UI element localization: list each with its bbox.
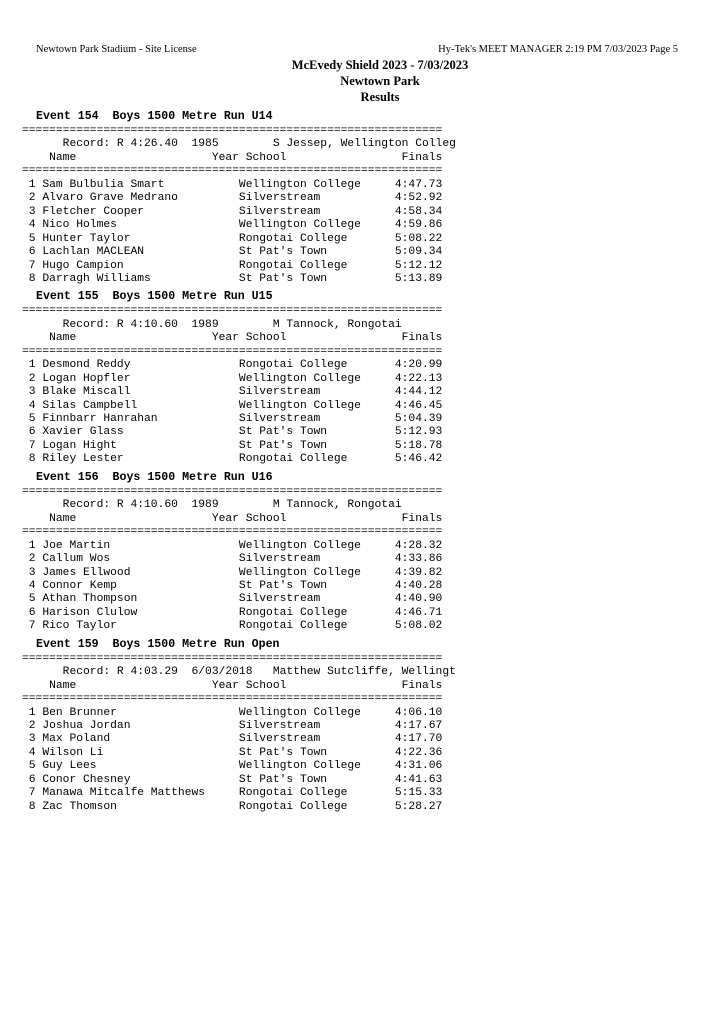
result-row: 4 Connor Kemp St Pat's Town 4:40.28 xyxy=(22,579,443,592)
result-row: 7 Logan Hight St Pat's Town 5:18.78 xyxy=(22,439,443,452)
record-line: Record: R 4:10.60 1989 M Tannock, Rongotai xyxy=(22,499,402,512)
result-row: 7 Rico Taylor Rongotai College 5:08.02 xyxy=(22,620,443,633)
separator-rule: ============================================================== xyxy=(22,125,443,137)
result-row: 2 Logan Hopfler Wellington College 4:22.13 xyxy=(22,372,443,385)
result-row: 7 Hugo Campion Rongotai College 5:12.12 xyxy=(22,259,443,272)
event-section xyxy=(22,288,462,466)
record-line: Record: R 4:26.40 1985 S Jessep, Wellington Colleg xyxy=(22,138,456,151)
column-header: Name Year School Finals xyxy=(22,512,443,525)
results-list xyxy=(22,108,462,816)
event-section xyxy=(22,469,462,634)
event-title: Event 159 Boys 1500 Metre Run Open xyxy=(36,637,280,651)
separator-rule: ============================================================== xyxy=(22,345,443,358)
meet-title: McEvedy Shield 2023 - 7/03/2023 xyxy=(291,58,469,72)
result-row: 8 Darragh Williams St Pat's Town 5:13.89 xyxy=(22,272,443,285)
result-row: 3 Blake Miscall Silverstream 4:44.12 xyxy=(22,386,443,399)
result-row: 8 Zac Thomson Rongotai College 5:28.27 xyxy=(22,800,443,813)
result-row: 4 Silas Campbell Wellington College 4:46.45 xyxy=(22,399,443,412)
result-row: 1 Joe Martin Wellington College 4:28.32 xyxy=(22,539,443,552)
venue-title: Newtown Park xyxy=(340,74,420,88)
record-line: Record: R 4:10.60 1989 M Tannock, Rongotai xyxy=(22,318,402,331)
result-row: 1 Desmond Reddy Rongotai College 4:20.99 xyxy=(22,359,443,372)
separator-rule: ============================================================== xyxy=(22,305,443,318)
result-row: 1 Ben Brunner Wellington College 4:06.10 xyxy=(22,706,443,719)
meet-manager-stamp: Hy-Tek's MEET MANAGER 2:19 PM 7/03/2023 Page 5 xyxy=(438,44,678,55)
separator-rule: ============================================================== xyxy=(22,485,443,498)
result-row: 4 Nico Holmes Wellington College 4:59.86 xyxy=(22,219,443,232)
result-row: 7 Manawa Mitcalfe Matthews Rongotai College 5:15.33 xyxy=(22,787,443,800)
separator-rule: ============================================================== xyxy=(22,693,443,706)
result-row: 3 James Ellwood Wellington College 4:39.82 xyxy=(22,566,443,579)
event-section xyxy=(22,108,462,286)
result-row: 2 Joshua Jordan Silverstream 4:17.67 xyxy=(22,720,443,732)
site-license-label: Newtown Park Stadium - Site License xyxy=(36,44,197,55)
event-title: Event 155 Boys 1500 Metre Run U15 xyxy=(36,290,273,304)
column-header: Name Year School Finals xyxy=(22,679,443,692)
record-line: Record: R 4:03.29 6/03/2018 Matthew Sutcliffe, Wellingt xyxy=(22,666,456,679)
event-section xyxy=(22,636,462,814)
result-row: 2 Callum Wos Silverstream 4:33.86 xyxy=(22,553,443,566)
results-title: Results xyxy=(360,90,400,104)
separator-rule: ============================================================== xyxy=(22,165,443,178)
event-title: Event 154 Boys 1500 Metre Run U14 xyxy=(36,110,273,123)
column-header: Name Year School Finals xyxy=(22,332,443,345)
result-row: 6 Conor Chesney St Pat's Town 4:41.63 xyxy=(22,773,443,786)
result-row: 5 Guy Lees Wellington College 4:31.06 xyxy=(22,760,443,773)
column-header: Name Year School Finals xyxy=(22,151,443,164)
result-row: 4 Wilson Li St Pat's Town 4:22.36 xyxy=(22,746,443,759)
result-row: 6 Xavier Glass St Pat's Town 5:12.93 xyxy=(22,426,443,439)
result-row: 3 Max Poland Silverstream 4:17.70 xyxy=(22,733,443,746)
result-row: 8 Riley Lester Rongotai College 5:46.42 xyxy=(22,453,443,466)
event-title: Event 156 Boys 1500 Metre Run U16 xyxy=(36,470,273,484)
separator-rule: ============================================================== xyxy=(22,652,443,665)
result-row: 6 Harison Clulow Rongotai College 4:46.71 xyxy=(22,606,443,619)
result-row: 5 Athan Thompson Silverstream 4:40.90 xyxy=(22,593,443,606)
separator-rule: ============================================================== xyxy=(22,526,443,539)
result-row: 2 Alvaro Grave Medrano Silverstream 4:52.92 xyxy=(22,192,443,205)
result-row: 3 Fletcher Cooper Silverstream 4:58.34 xyxy=(22,205,443,218)
result-row: 5 Hunter Taylor Rongotai College 5:08.22 xyxy=(22,232,443,245)
result-row: 5 Finnbarr Hanrahan Silverstream 5:04.39 xyxy=(22,413,443,425)
result-row: 1 Sam Bulbulia Smart Wellington College 4:47.73 xyxy=(22,178,443,191)
result-row: 6 Lachlan MACLEAN St Pat's Town 5:09.34 xyxy=(22,246,443,259)
